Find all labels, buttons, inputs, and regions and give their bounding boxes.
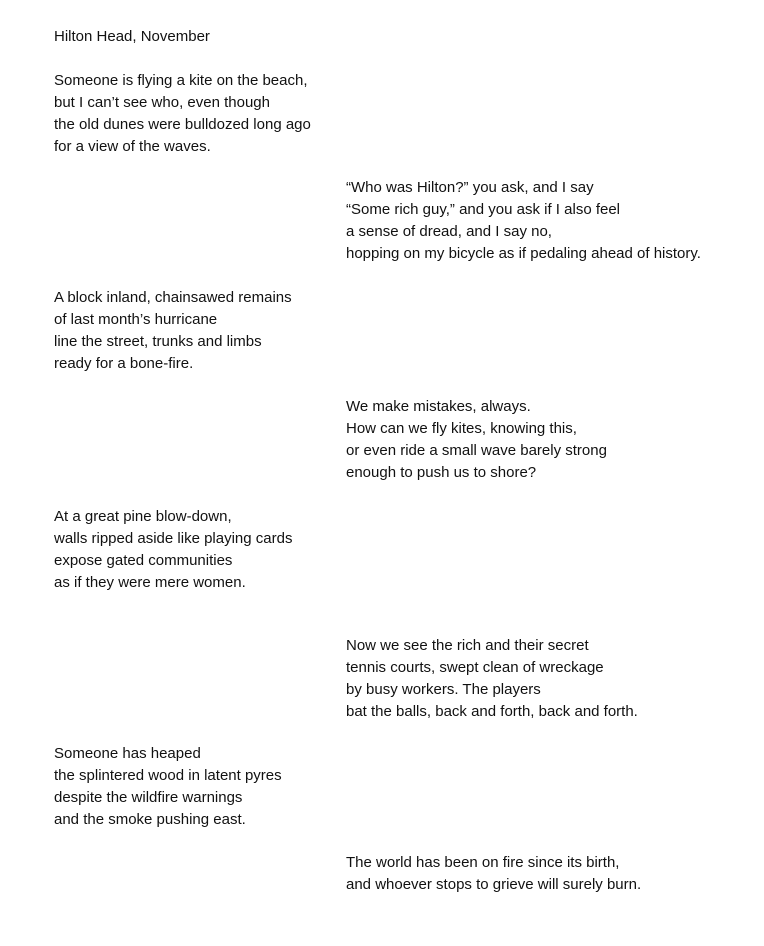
stanza-2 <box>346 177 701 265</box>
poem-line: the old dunes were bulldozed long ago <box>54 116 311 133</box>
poem-line: line the street, trunks and limbs <box>54 333 262 350</box>
poem-line: The world has been on fire since its birth, <box>346 854 620 871</box>
poem-line: How can we fly kites, knowing this, <box>346 420 577 437</box>
stanza-6 <box>346 635 638 723</box>
poem-line: bat the balls, back and forth, back and forth. <box>346 703 638 720</box>
poem-line: and the smoke pushing east. <box>54 811 246 828</box>
poem-line: a sense of dread, and I say no, <box>346 223 552 240</box>
poem-line: walls ripped aside like playing cards <box>54 530 293 547</box>
poem-line: enough to push us to shore? <box>346 464 537 481</box>
poem-line: hopping on my bicycle as if pedaling ahead of history. <box>346 245 701 262</box>
poem-line: for a view of the waves. <box>54 138 211 155</box>
poem-line: “Some rich guy,” and you ask if I also feel <box>346 201 621 218</box>
stanza-1 <box>54 70 311 158</box>
poem-line: Someone has heaped <box>54 745 201 762</box>
stanza-3 <box>54 287 292 375</box>
poem-line: A block inland, chainsawed remains <box>54 289 292 306</box>
poem-line: expose gated communities <box>54 552 233 569</box>
poem-line: of last month’s hurricane <box>54 311 218 328</box>
poem-line: or even ride a small wave barely strong <box>346 442 607 459</box>
poem-line: and whoever stops to grieve will surely burn. <box>346 876 642 893</box>
poem-line: despite the wildfire warnings <box>54 789 243 806</box>
poem-line: the splintered wood in latent pyres <box>54 767 282 784</box>
poem-line: but I can’t see who, even though <box>54 94 270 111</box>
poem-line: Someone is flying a kite on the beach, <box>54 72 308 89</box>
stanza-5 <box>54 506 292 594</box>
poem-line: tennis courts, swept clean of wreckage <box>346 659 604 676</box>
poem-line: as if they were mere women. <box>54 574 246 591</box>
poem-line: “Who was Hilton?” you ask, and I say <box>346 179 594 196</box>
poem-title: Hilton Head, November <box>54 28 210 45</box>
stanza-4 <box>346 396 607 484</box>
stanza-8 <box>346 852 641 896</box>
poem-line: ready for a bone-fire. <box>54 355 194 372</box>
poem-line: Now we see the rich and their secret <box>346 637 589 654</box>
poem-line: We make mistakes, always. <box>346 398 531 415</box>
poem-line: At a great pine blow-down, <box>54 508 232 525</box>
poem-line: by busy workers. The players <box>346 681 541 698</box>
stanza-7 <box>54 743 282 831</box>
